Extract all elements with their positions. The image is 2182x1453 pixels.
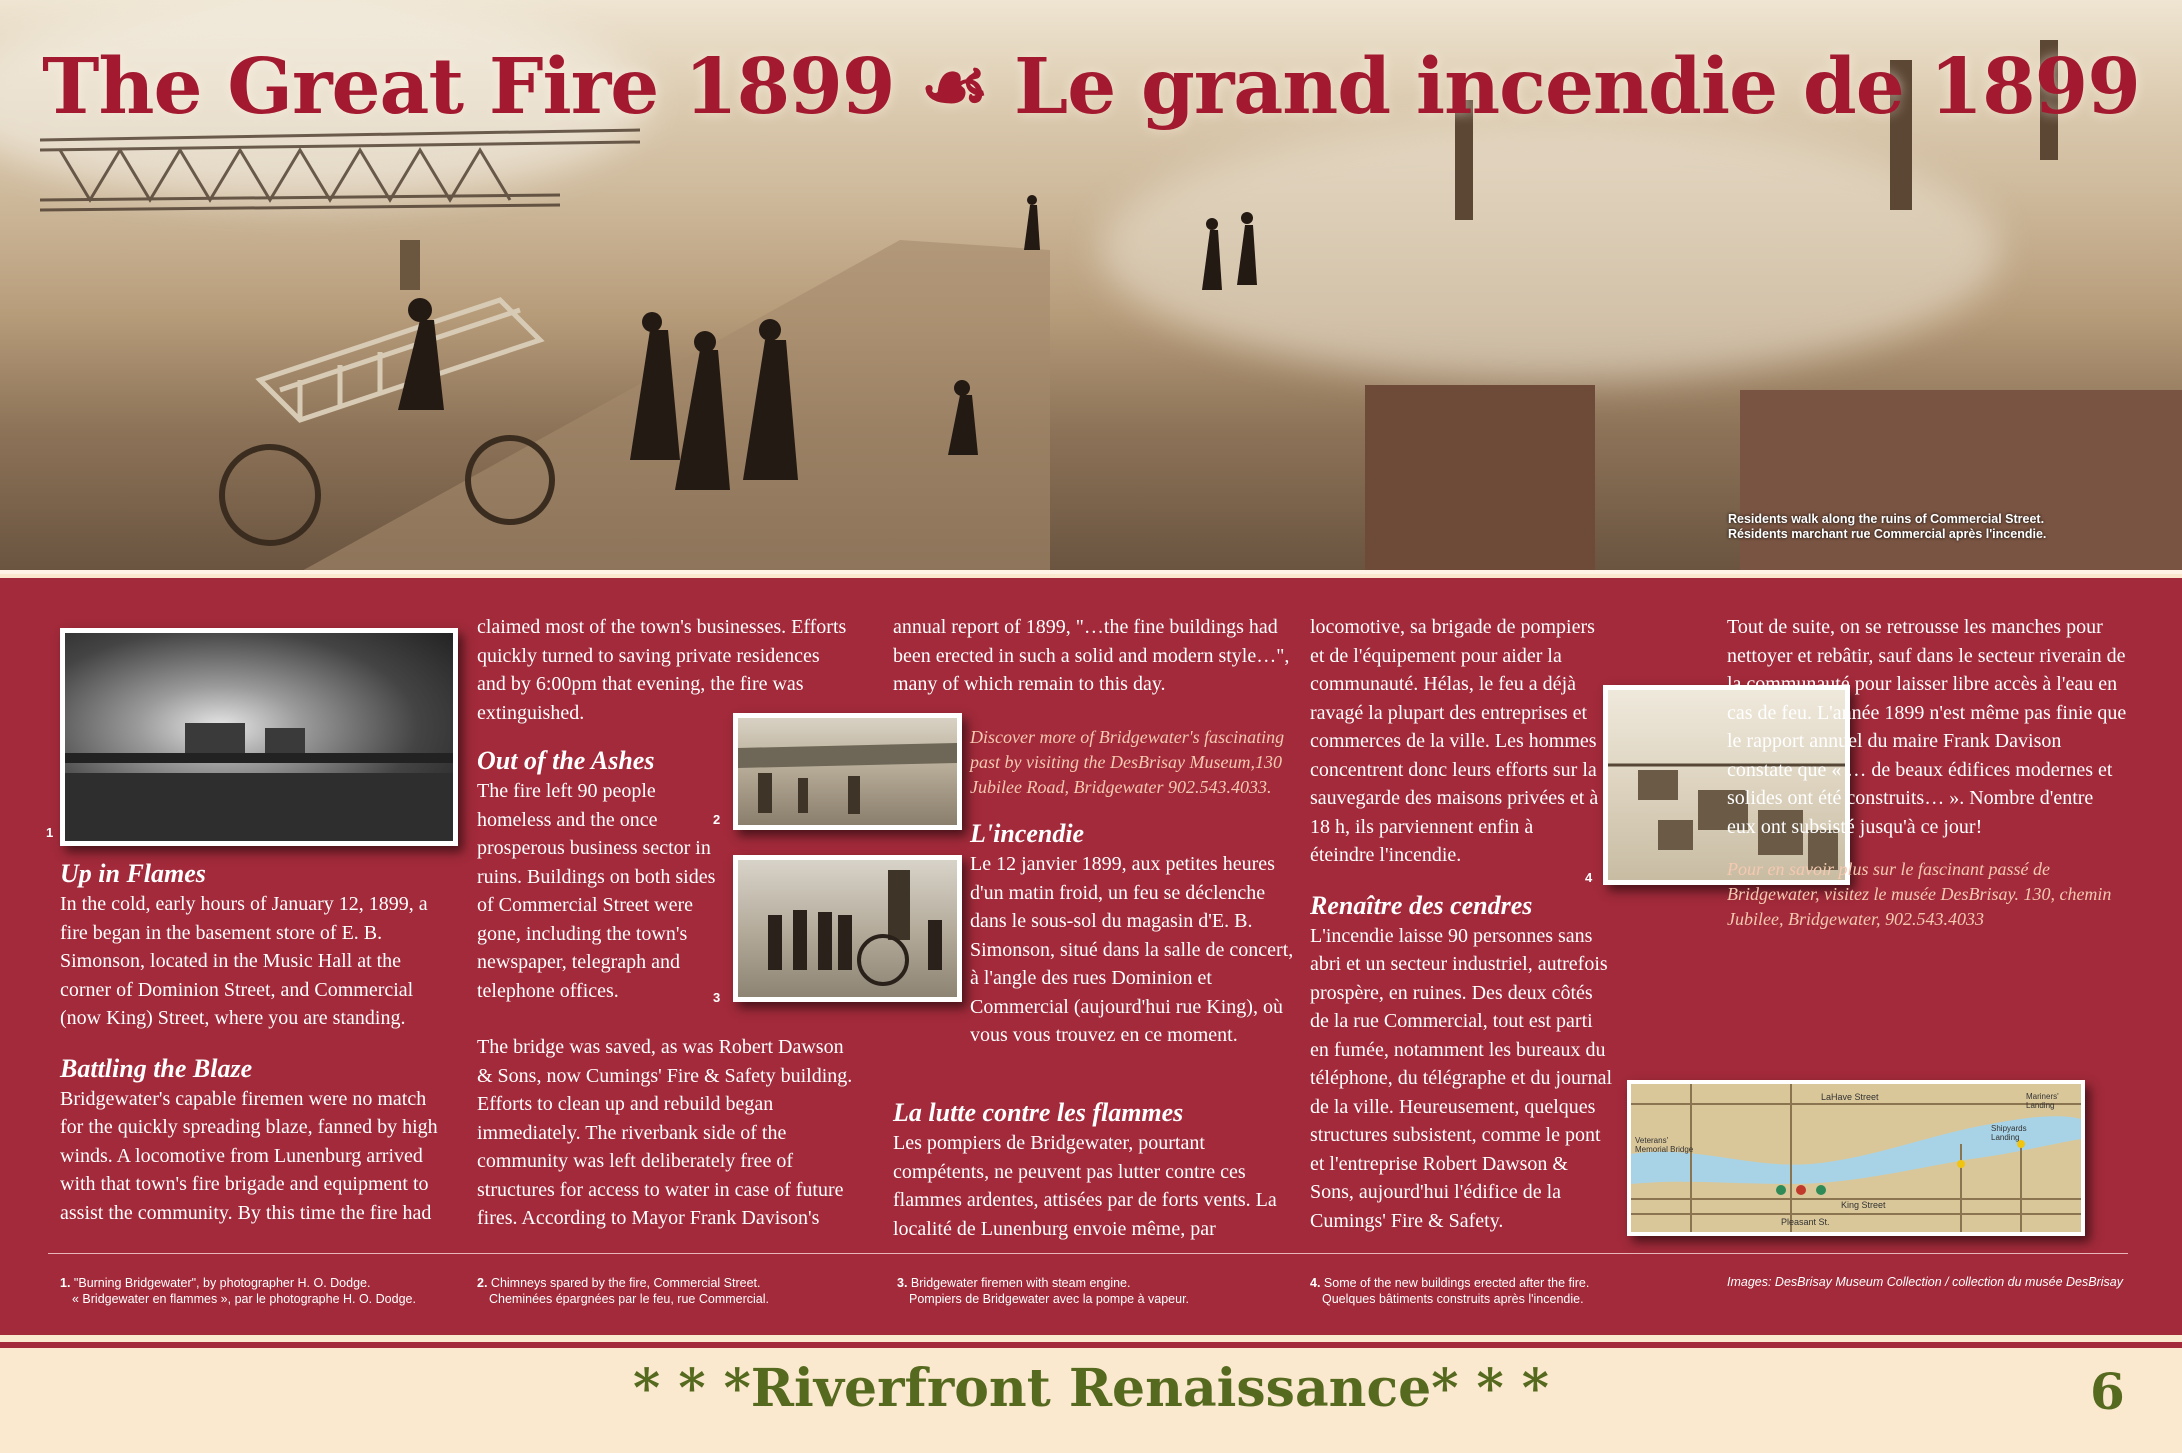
column-3-bottom — [893, 1097, 1293, 1243]
paragraph: Les pompiers de Bridgewater, pourtant compétents, ne peuvent pas lutter contre ces flammes ardentes, attisées par de forts vents. La localité de Lunenburg envoie même, par — [893, 1132, 1277, 1240]
caption-divider — [48, 1253, 2128, 1254]
caption-number: 2. — [477, 1276, 488, 1290]
museum-note: Discover more of Bridgewater's fascinating past by visiting the DesBrisay Museum,130 Jubilee Road, Bridgewater 902.543.4033. — [970, 727, 1285, 797]
heading-la-lutte: La lutte contre les flammes — [893, 1098, 1184, 1127]
heading-lincendie: L'incendie — [970, 819, 1085, 848]
heading-out-of-the-ashes: Out of the Ashes — [477, 746, 655, 775]
paragraph: locomotive, sa brigade de pompiers et de l'équipement pour aider la communauté. Hélas, le feu a déjà ravagé la plupart des entreprises et commerces de la ville. Les hommes concentrent donc leurs efforts sur la sauvegarde des maisons privées et à 18 h, ils parviennent enfin à éteindre l'incendie. — [1310, 616, 1599, 866]
fire-silhouette — [65, 633, 453, 841]
caption-en: "Burning Bridgewater", by photographer H. O. Dodge. — [73, 1276, 371, 1290]
map-label-shipyards: Shipyards Landing — [1991, 1124, 2027, 1142]
paragraph: The fire left 90 people homeless and the once prosperous business sector in ruins. Buildings on both sides of Commercial Street were gone, including the town's newspaper, telegraph and telephone offices. — [477, 780, 716, 1002]
heading-renaitre: Renaître des cendres — [1310, 890, 1533, 920]
paragraph: annual report of 1899, "…the fine buildings had been erected in such a solid and modern style…", many of which remain to this day. — [893, 616, 1290, 695]
caption-number: 3. — [897, 1276, 908, 1290]
heading-up-in-flames: Up in Flames — [60, 859, 206, 888]
photo-burning-bridgewater — [60, 628, 458, 846]
divider — [0, 570, 2182, 574]
column-2 — [477, 613, 857, 1233]
caption-en: Some of the new buildings erected after the fire. — [1323, 1276, 1590, 1290]
location-map — [1627, 1080, 2085, 1236]
paragraph: Le 12 janvier 1899, aux petites heures d'un matin froid, un feu se déclenche dans le sous-sol du magasin d'E. B. Simonson, situé dans la salle de concert, à l'angle des rues Dominion et Commercial (aujourd'hui rue King), où vous vous trouvez en ce moment. — [970, 853, 1294, 1046]
map-label-mariners: Mariners' Landing — [2026, 1092, 2059, 1110]
paragraph: The bridge was saved, as was Robert Dawson & Sons, now Cumings' Fire & Safety building. Efforts to clean up and rebuild began immediately. The riverbank side of the community was left deliberately free of structures for access to water in case of future fires. According to Mayor Frank Davison's — [477, 1036, 853, 1229]
paragraph: claimed most of the town's businesses. Efforts quickly turned to saving private residences and by 6:00pm that evening, the fire was extinguished. — [477, 616, 847, 724]
header-photo — [0, 0, 2182, 572]
caption-fr: Pompiers de Bridgewater avec la pompe à vapeur. — [909, 1292, 1190, 1306]
column-5 — [1727, 613, 2127, 932]
caption-english: Residents walk along the ruins of Commercial Street. — [1728, 512, 2045, 526]
paragraph: Bridgewater's capable firemen were no match for the quickly spreading blaze, fanned by high winds. A locomotive from Lunenburg arrived with that town's fire brigade and equipment to assist the community. By this time the fire had — [60, 1087, 438, 1224]
column-3 — [893, 613, 1303, 699]
caption-number: 1. — [60, 1276, 71, 1290]
map-label-lahave: LaHave Street — [1821, 1092, 1879, 1102]
column-1 — [60, 858, 450, 1227]
page-title: The Great Fire 1899 ☙ Le grand incendie de 1899 — [42, 42, 2140, 132]
map-label-king: King Street — [1841, 1200, 1886, 1210]
footer-title: * * *Riverfront Renaissance* * * — [633, 1358, 1549, 1419]
caption-fr: « Bridgewater en flammes », par le photographe H. O. Dodge. — [72, 1292, 416, 1306]
caption-fr: Quelques bâtiments construits après l'incendie. — [1322, 1292, 1584, 1306]
photo-number-4: 4 — [1585, 870, 1593, 885]
caption-number: 4. — [1310, 1276, 1321, 1290]
footer-divider — [0, 1335, 2182, 1342]
header-photo-caption — [1728, 512, 2046, 542]
photo-number-1: 1 — [46, 825, 54, 840]
map-label-bridge: Veterans' Memorial Bridge — [1635, 1136, 1694, 1154]
photo-number-3: 3 — [713, 990, 721, 1005]
caption-en: Chimneys spared by the fire, Commercial Street. — [490, 1276, 761, 1290]
paragraph: Tout de suite, on se retrousse les manches pour nettoyer et rebâtir, sauf dans le secteur riverain de la communauté pour laisser libre accès à l'eau en cas de feu. L'année 1899 n'est même pas finie que le rapport annuel du maire Frank Davison constate que « … de beaux édifices modernes et solides ont été construits… ». Nombre d'entre eux ont subsisté jusqu'à ce jour! — [1727, 616, 2127, 838]
museum-note-fr: Pour en savoir plus sur le fascinant passé de Bridgewater, visitez le musée DesBrisay. 130, chemin Jubilee, Bridgewater, 902.543.4033 — [1727, 859, 2112, 929]
heading-battling-the-blaze: Battling the Blaze — [60, 1053, 253, 1083]
caption-en: Bridgewater firemen with steam engine. — [910, 1276, 1131, 1290]
caption-2 — [477, 1275, 769, 1307]
caption-1 — [60, 1275, 416, 1307]
paragraph: L'incendie laisse 90 personnes sans abri et un secteur industriel, autrefois prospère, en ruines. Des deux côtés de la rue Commercial, tout est parti en fumée, notamment les bureaux du téléphone, du télégraphe et du journal de la ville. Heureusement, quelques structures subsistent, comme le pont et l'entreprise Robert Dawson & Sons, aujourd'hui l'édifice de la Cumings' Fire & Safety. — [1310, 924, 1613, 1232]
column-3-sidebar — [970, 725, 1300, 1050]
page-number: 6 — [2090, 1362, 2125, 1421]
column-4 — [1310, 613, 1630, 1235]
caption-4 — [1310, 1275, 1589, 1307]
photo-number-2: 2 — [713, 812, 721, 827]
map-label-pleasant: Pleasant St. — [1781, 1217, 1830, 1227]
image-credits: Images: DesBrisay Museum Collection / collection du musée DesBrisay — [1727, 1275, 2123, 1289]
caption-french: Résidents marchant rue Commercial après l'incendie. — [1728, 527, 2047, 541]
paragraph: In the cold, early hours of January 12, 1899, a fire began in the basement store of E. B. Simonson, located in the Music Hall at the corner of Dominion Street, and Commercial (now King) Street, where you are standing. — [60, 893, 428, 1029]
caption-3 — [897, 1275, 1189, 1307]
caption-fr: Cheminées épargnées par le feu, rue Commercial. — [489, 1292, 769, 1306]
